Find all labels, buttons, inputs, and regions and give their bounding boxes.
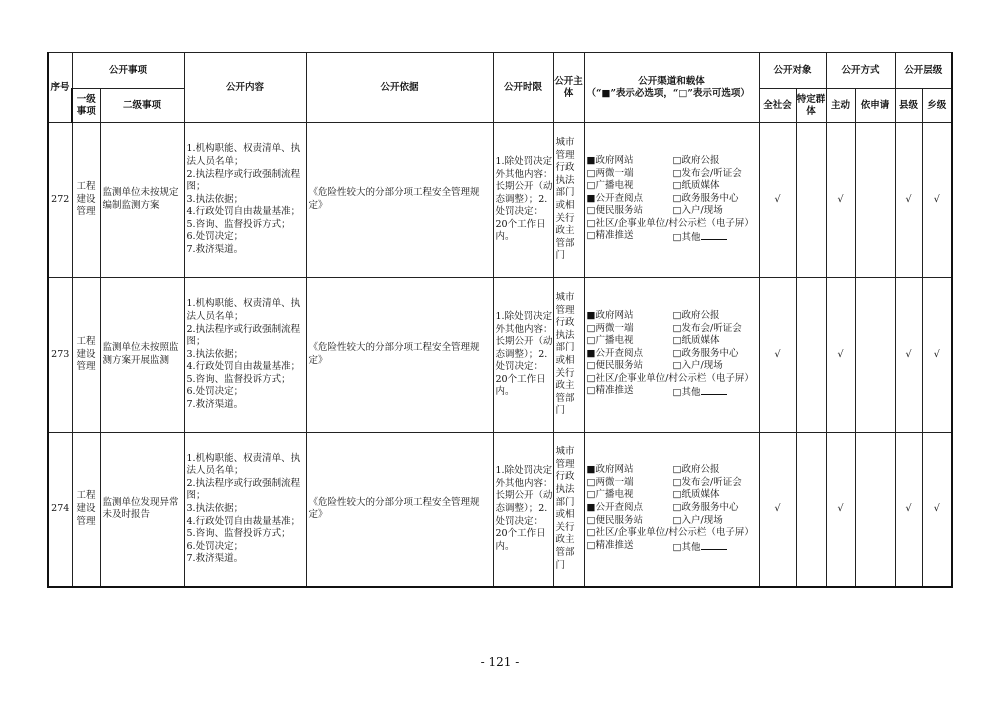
row-content — [184, 278, 306, 433]
check-request — [855, 123, 895, 278]
content-line: 2.执法程序或行政强制流程图； — [186, 323, 301, 348]
content-line: 1.机构职能、权责清单、执法人员名单； — [186, 143, 301, 167]
content-line: 4.行政处罚自由裁量基准； — [186, 206, 301, 218]
table-row — [48, 433, 952, 587]
content-line: 4.行政处罚自由裁量基准； — [186, 515, 301, 527]
channel-option: □精准推送 — [586, 539, 634, 551]
content-line: 1.机构职能、权责清单、执法人员名单； — [186, 298, 301, 322]
check-all: √ — [759, 278, 796, 433]
content-line: 5.咨询、监督投诉方式； — [186, 528, 291, 540]
check-active: √ — [826, 278, 855, 433]
row-content — [184, 123, 306, 278]
row-time: 1.除处罚决定外其他内容：长期公开（动态调整）；2.处罚决定：20个工作日内。 — [493, 433, 553, 587]
header-audience: 公开对象 — [759, 53, 826, 89]
check-township: √ — [922, 123, 952, 278]
check-township: √ — [922, 278, 952, 433]
check-all: √ — [759, 433, 796, 587]
header-subject: 公开主体 — [553, 53, 584, 123]
check-county: √ — [895, 278, 922, 433]
header-audience-specific: 特定群体 — [796, 89, 826, 123]
header-seq: 序号 — [48, 53, 72, 123]
channel-option: □纸质媒体 — [672, 489, 720, 501]
disclosure-table — [47, 52, 953, 588]
row-level1: 工程建设管理 — [72, 433, 100, 587]
content-line: 6.处罚决定； — [186, 231, 244, 243]
channel-option: □便民服务站 — [586, 360, 643, 372]
channel-option: ■公开查阅点 — [586, 501, 643, 513]
row-subject: 城市管理行政执法部门或相关行政主管部门 — [553, 278, 584, 433]
channel-option: □入户/现场 — [672, 360, 723, 372]
channel-option: □社区/企事业单位/村公示栏（电子屏） — [586, 527, 754, 539]
row-level1: 工程建设管理 — [72, 278, 100, 433]
channel-option: □社区/企事业单位/村公示栏（电子屏） — [586, 217, 754, 229]
content-line: 7.救济渠道。 — [186, 553, 244, 565]
channel-option: □发布会/听证会 — [672, 476, 742, 488]
channel-option: □入户/现场 — [672, 205, 723, 217]
page-number: - 121 - — [480, 655, 520, 669]
header-level2: 二级事项 — [100, 89, 184, 123]
blank-underline — [701, 230, 727, 240]
content-line: 4.行政处罚自由裁量基准； — [186, 361, 301, 373]
blank-underline — [701, 385, 727, 395]
content-line: 7.救济渠道。 — [186, 244, 244, 256]
row-level1: 工程建设管理 — [72, 123, 100, 278]
header-level-county: 县级 — [895, 89, 922, 123]
channel-option: ■政府网站 — [586, 154, 634, 166]
row-seq: 274 — [48, 433, 72, 587]
channel-option: □广播电视 — [586, 335, 634, 347]
row-content — [184, 433, 306, 587]
content-line: 7.救济渠道。 — [186, 399, 244, 411]
channel-option: ■公开查阅点 — [586, 192, 643, 204]
channel-option: □广播电视 — [586, 180, 634, 192]
channel-option: □两微一端 — [586, 167, 634, 179]
channel-option: □入户/现场 — [672, 514, 723, 526]
channel-option: ■公开查阅点 — [586, 347, 643, 359]
row-seq: 272 — [48, 123, 72, 278]
content-line: 2.执法程序或行政强制流程图； — [186, 477, 301, 502]
check-request — [855, 433, 895, 587]
row-level2: 监测单位未按照监测方案开展监测 — [100, 278, 184, 433]
header-time: 公开时限 — [493, 53, 553, 123]
channel-option: □政府公报 — [672, 464, 720, 476]
check-specific — [796, 123, 826, 278]
header-channels-note: （“■”表示必选项，“□”表示可选项） — [586, 87, 750, 99]
channel-option: □政务服务中心 — [672, 501, 739, 513]
content-line: 5.咨询、监督投诉方式； — [186, 218, 291, 230]
row-basis: 《危险性较大的分部分项工程安全管理规定》 — [306, 123, 493, 278]
channel-option: □政府公报 — [672, 154, 720, 166]
channel-option: □纸质媒体 — [672, 180, 720, 192]
channel-option: □便民服务站 — [586, 205, 643, 217]
check-county: √ — [895, 433, 922, 587]
check-active: √ — [826, 433, 855, 587]
row-channels — [584, 278, 759, 433]
row-channels — [584, 123, 759, 278]
row-basis: 《危险性较大的分部分项工程安全管理规定》 — [306, 433, 493, 587]
content-line: 3.执法依据； — [186, 193, 244, 205]
channel-option: ■政府网站 — [586, 309, 634, 321]
row-channels — [584, 433, 759, 587]
content-line: 5.咨询、监督投诉方式； — [186, 373, 291, 385]
check-specific — [796, 278, 826, 433]
row-level2: 监测单位未按规定编制监测方案 — [100, 123, 184, 278]
channel-option: □发布会/听证会 — [672, 322, 742, 334]
channel-option: □广播电视 — [586, 489, 634, 501]
channel-option: □社区/企事业单位/村公示栏（电子屏） — [586, 372, 754, 384]
channel-option: □精准推送 — [586, 230, 634, 242]
row-seq: 273 — [48, 278, 72, 433]
channel-option: □其他 — [672, 232, 701, 244]
content-line: 6.处罚决定； — [186, 386, 244, 398]
check-active: √ — [826, 123, 855, 278]
row-time: 1.除处罚决定外其他内容：长期公开（动态调整）；2.处罚决定：20个工作日内。 — [493, 278, 553, 433]
check-request — [855, 278, 895, 433]
channel-option: □政务服务中心 — [672, 347, 739, 359]
header-audience-all: 全社会 — [759, 89, 796, 123]
channel-option: □两微一端 — [586, 476, 634, 488]
check-all: √ — [759, 123, 796, 278]
content-line: 6.处罚决定； — [186, 540, 244, 552]
header-method-active: 主动 — [826, 89, 855, 123]
header-level: 公开层级 — [895, 53, 952, 89]
channel-option: □纸质媒体 — [672, 335, 720, 347]
header-channels — [584, 53, 759, 123]
header-items: 公开事项 — [72, 53, 184, 89]
header-content: 公开内容 — [184, 53, 306, 123]
header-level-township: 乡级 — [922, 89, 952, 123]
header-basis: 公开依据 — [306, 53, 493, 123]
channel-option: □政务服务中心 — [672, 192, 739, 204]
channel-option: □便民服务站 — [586, 514, 643, 526]
check-specific — [796, 433, 826, 587]
row-subject: 城市管理行政执法部门或相关行政主管部门 — [553, 123, 584, 278]
channel-option: □政府公报 — [672, 309, 720, 321]
check-county: √ — [895, 123, 922, 278]
row-level2: 监测单位发现异常未及时报告 — [100, 433, 184, 587]
check-township: √ — [922, 433, 952, 587]
channel-option: □其他 — [672, 387, 701, 399]
row-basis: 《危险性较大的分部分项工程安全管理规定》 — [306, 278, 493, 433]
header-method: 公开方式 — [826, 53, 895, 89]
channel-option: □两微一端 — [586, 322, 634, 334]
blank-underline — [701, 540, 727, 550]
header-channels-title: 公开渠道和载体 — [638, 75, 705, 87]
row-subject: 城市管理行政执法部门或相关行政主管部门 — [553, 433, 584, 587]
channel-option: □发布会/听证会 — [672, 167, 742, 179]
table-row — [48, 123, 952, 278]
channel-option: ■政府网站 — [586, 464, 634, 476]
content-line: 2.执法程序或行政强制流程图； — [186, 168, 301, 193]
row-time: 1.除处罚决定外其他内容：长期公开（动态调整）；2.处罚决定：20个工作日内。 — [493, 123, 553, 278]
channel-option: □精准推送 — [586, 385, 634, 397]
header-level1: 一级事项 — [72, 89, 100, 123]
content-line: 1.机构职能、权责清单、执法人员名单； — [186, 452, 301, 477]
table-row — [48, 278, 952, 433]
content-line: 3.执法依据； — [186, 348, 244, 360]
content-line: 3.执法依据； — [186, 502, 244, 514]
channel-option: □其他 — [672, 541, 701, 553]
header-method-request: 依申请 — [855, 89, 895, 123]
